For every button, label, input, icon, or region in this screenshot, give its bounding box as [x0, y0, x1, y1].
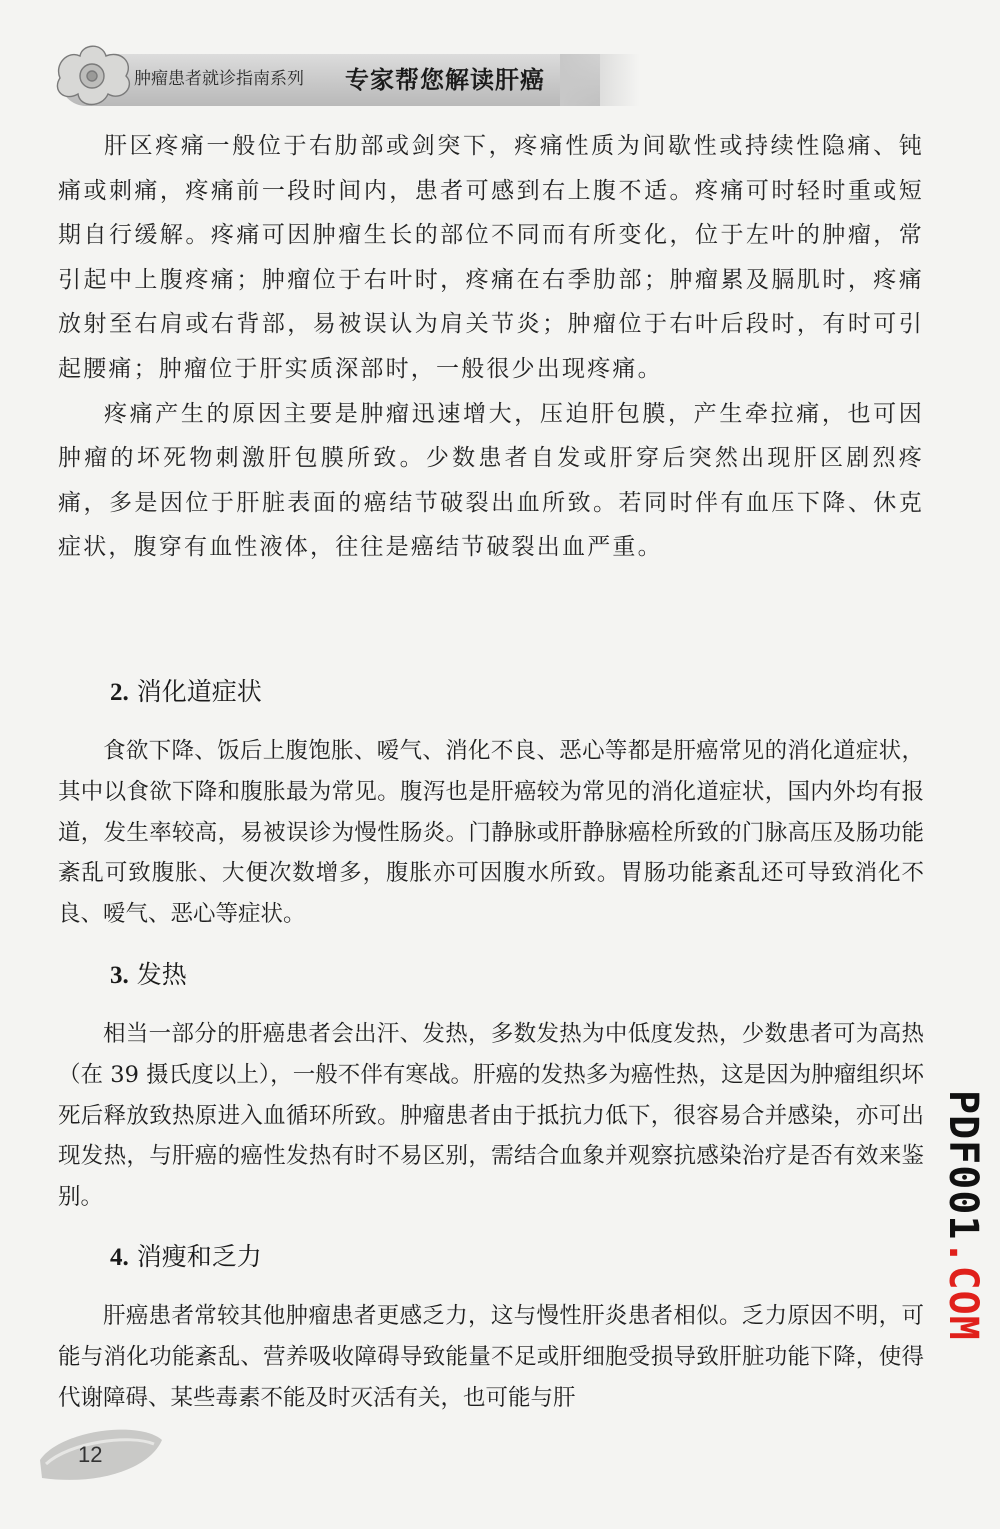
section-title: 消瘦和乏力: [136, 1242, 262, 1271]
watermark: [930, 1090, 986, 1350]
section-digestive: [58, 672, 924, 935]
section-heading: [58, 1237, 924, 1278]
section-title: 发热: [136, 960, 187, 989]
section-body: 食欲下降、饭后上腹饱胀、嗳气、消化不良、恶心等都是肝癌常见的消化道症状，其中以食欲下降和腹胀最为常见。腹泻也是肝癌较为常见的消化道症状，国内外均有报道，发生率较高，易被误诊为慢性肠炎。门静脉或肝静脉癌栓所致的门脉高压及肠功能紊乱可致腹胀、大便次数增多，腹胀亦可因腹水所致。胃肠功能紊乱还可导致消化不良、嗳气、恶心等症状。: [58, 738, 924, 928]
section-fever: [58, 955, 924, 1218]
section-number: 3.: [110, 962, 129, 989]
section-weight-loss: [58, 1237, 924, 1418]
series-title: 肿瘤患者就诊指南系列: [134, 69, 304, 89]
paragraph: 疼痛产生的原因主要是肿瘤迅速增大，压迫肝包膜，产生牵拉痛，也可因肿瘤的坏死物刺激肝包膜所致。少数患者自发或肝穿后突然出现肝区剧烈疼痛，多是因位于肝脏表面的癌结节破裂出血所致。若同时伴有血压下降、休克症状，腹穿有血性液体，往往是癌结节破裂出血严重。: [58, 400, 924, 561]
book-title: 专家帮您解读肝癌: [345, 66, 545, 94]
paragraph: 肝区疼痛一般位于右肋部或剑突下，疼痛性质为间歇性或持续性隐痛、钝痛或刺痛，疼痛前一段时间内，患者可感到右上腹不适。疼痛可时轻时重或短期自行缓解。疼痛可因肿瘤生长的部位不同而有所变化，位于左叶的肿瘤，常引起中上腹疼痛；肿瘤位于右叶时，疼痛在右季肋部；肿瘤累及膈肌时，疼痛放射至右肩或右背部，易被误认为肩关节炎；肿瘤位于右叶后段时，有时可引起腰痛；肿瘤位于肝实质深部时，一般很少出现疼痛。: [58, 133, 924, 382]
watermark-text: PDF001: [940, 1090, 986, 1241]
flower-icon: [50, 38, 140, 110]
section-heading: [58, 955, 924, 996]
page-number: 12: [78, 1442, 103, 1467]
section-title: 消化道症状: [136, 677, 262, 706]
intro-text: [58, 124, 924, 570]
section-body: 肝癌患者常较其他肿瘤患者更感乏力，这与慢性肝炎患者相似。乏力原因不明，可能与消化功能紊乱、营养吸收障碍导致能量不足或肝细胞受损导致肝脏功能下降，使得代谢障碍、某些毒素不能及时灭活有关，也可能与肝: [58, 1303, 924, 1411]
watermark-domain: .COM: [940, 1240, 986, 1341]
section-number: 2.: [110, 679, 129, 706]
section-number: 4.: [110, 1244, 129, 1271]
section-body: 相当一部分的肝癌患者会出汗、发热，多数发热为中低度发热，少数患者可为高热（在 39 摄氏度以上），一般不伴有寒战。肝癌的发热多为癌性热，这是因为肿瘤组织坏死后释放致热原进入血循环所致。肿瘤患者由于抵抗力低下，很容易合并感染，亦可出现发热，与肝癌的癌性发热有时不易区别，需结合血象并观察抗感染治疗是否有效来鉴别。: [58, 1021, 924, 1211]
section-heading: [58, 672, 924, 713]
